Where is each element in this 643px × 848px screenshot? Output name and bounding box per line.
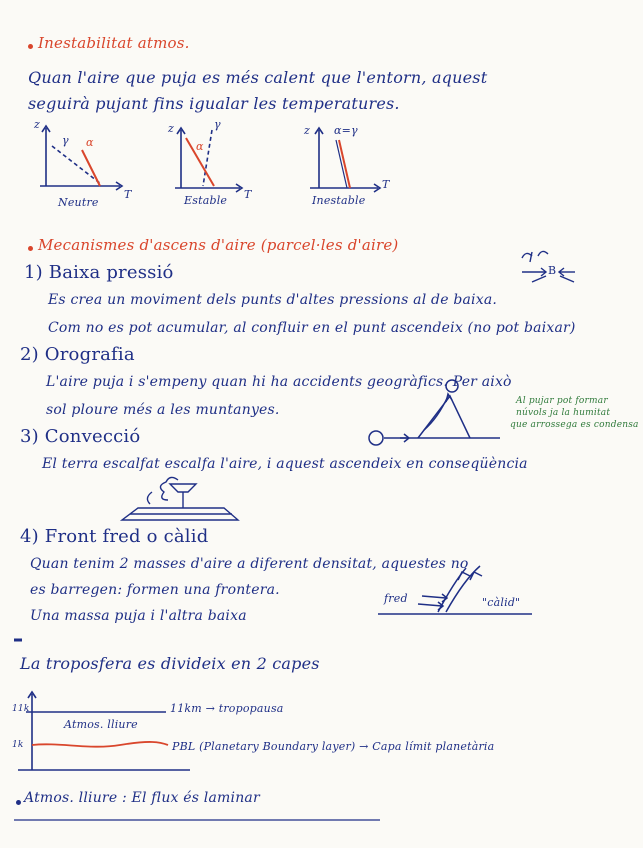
diagram-estable [175,128,242,192]
diagram-estable-gamma: γ [214,118,221,131]
item1-line1: Es crea un moviment dels punts d'altes pressions al de baixa. [48,292,498,308]
troposphere-line: La troposfera es divideix en 2 capes [20,654,320,673]
item1-line2: Com no es pot acumular, al confluir en el punt ascendeix (no pot baixar) [48,320,576,336]
item3-line1: El terra escalfat escalfa l'aire, i aquest ascendeix en conseqüència [42,456,528,472]
front-cold-label: fred [384,592,408,605]
tick-11k: 11k [12,704,30,714]
item1-heading: 1) Baixa pressió [24,262,174,283]
diagram-neutre-gamma: γ [62,134,69,147]
section2-title: Mecanismes d'ascens d'aire (parcel·les d'aire) [38,236,399,254]
final-line: Atmos. lliure : El flux és laminar [24,790,260,806]
orography-note-2: núvols ja la humitat [516,408,611,418]
section1-line1: Quan l'aire que puja es més calent que l'entorn, aquest [28,68,488,87]
diagram-neutre-caption: Neutre [58,196,99,209]
diagram-inestable-z: z [304,124,310,137]
item4-heading: 4) Front fred o càlid [20,526,209,547]
orography-note-1: Al pujar pot formar [516,396,608,406]
orography-note-3: que arrossega es condensa [510,420,639,430]
diagram-inestable-caption: Inestable [312,194,366,207]
item2-line1: L'aire puja i s'empeny quan hi ha accidents geogràfics. Per això [46,374,512,390]
diagram-neutre-t: T [124,188,132,201]
section1-title: Inestabilitat atmos. [38,34,190,52]
bullet-dot [28,44,33,49]
item2-heading: 2) Orografia [20,344,135,365]
diagram-neutre [40,126,122,190]
item4-line3: Una massa puja i l'altra baixa [30,608,247,624]
label-pbl: PBL (Planetary Boundary layer) → Capa límit planetària [172,740,495,753]
diagram-estable-z: z [168,122,174,135]
diagram-estable-t: T [244,188,252,201]
label-tropopausa: 11km → tropopausa [170,702,284,715]
item3-heading: 3) Convecció [20,426,141,447]
diagram-inestable-t: T [382,178,390,191]
tick-1k: 1k [12,740,24,750]
item4-line2: es barregen: formen una frontera. [30,582,280,598]
diagram-estable-alpha: α [196,140,204,153]
front-warm-label: "càlid" [482,596,521,609]
section1-line2: seguirà pujant fins igualar les temperatures. [28,94,400,113]
bullet-dot [16,800,21,805]
troposphere-diagram [18,692,190,770]
label-atmos-lliure: Atmos. lliure [64,718,138,731]
diagram-inestable-gamma: α=γ [334,124,358,137]
item2-line2: sol ploure més a les muntanyes. [46,402,280,418]
diagram-estable-caption: Estable [184,194,228,207]
convection-sketch [122,477,238,520]
item4-line1: Quan tenim 2 masses d'aire a diferent densitat, aquestes no [30,556,469,572]
pressure-b-label: B [548,264,557,277]
diagram-neutre-alpha: α [86,136,94,149]
bullet-dot [28,246,33,251]
diagram-neutre-z: z [34,118,40,131]
diagram-inestable [310,128,380,192]
